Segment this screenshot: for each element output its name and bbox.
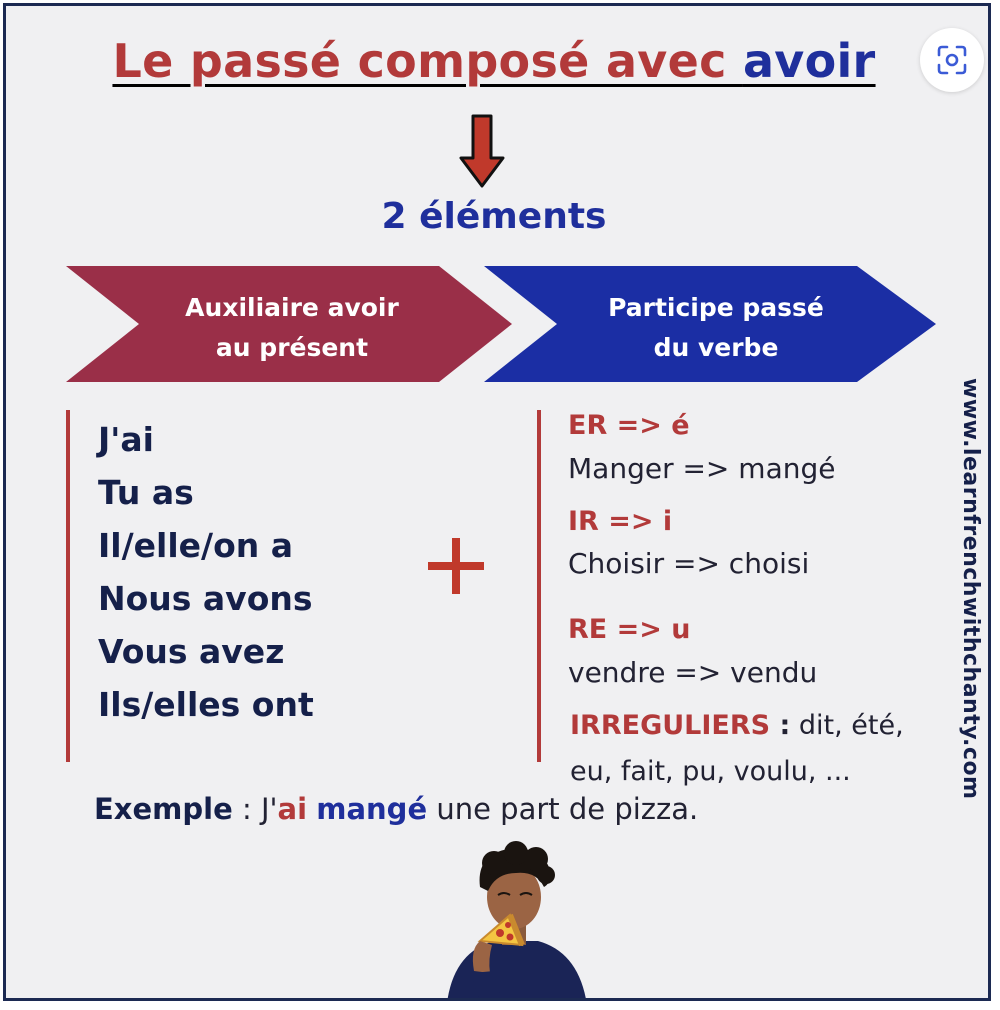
- down-arrow-icon: [459, 114, 505, 190]
- chevron-participe-line-2: du verbe: [653, 333, 779, 362]
- auxiliary-conjugation-list: [98, 413, 314, 731]
- rule-ir-example: Choisir => choisi: [568, 547, 810, 580]
- example-rest: une part de pizza.: [427, 792, 699, 826]
- rule-re-heading: RE => u: [568, 614, 691, 645]
- pronoun-nous: Nous avons: [98, 579, 313, 618]
- subtitle: 2 éléments: [381, 196, 607, 237]
- rule-er-example: Manger => mangé: [568, 452, 836, 485]
- title-part-avoir: avoir: [742, 34, 876, 88]
- visual-search-button[interactable]: [920, 28, 984, 92]
- example-space: [307, 792, 316, 826]
- chevron-participe-line-1: Participe passé: [608, 293, 824, 322]
- chevron-auxiliaire-label: [122, 288, 462, 368]
- plus-icon: [424, 534, 488, 598]
- pronoun-tu: Tu as: [98, 473, 194, 512]
- website-url: www.learnfrenchwithchanty.com: [958, 378, 983, 800]
- right-divider-line: [537, 410, 541, 762]
- chevron-auxiliaire-line-1: Auxiliaire avoir: [185, 293, 399, 322]
- irregular-list-1: dit, été,: [790, 710, 904, 741]
- person-eating-pizza-illustration: [436, 841, 596, 1001]
- irregular-label: IRREGULIERS: [570, 710, 771, 741]
- rule-er-heading: ER => é: [568, 410, 690, 441]
- website-vertical: [949, 378, 989, 800]
- pronoun-vous: Vous avez: [98, 632, 285, 671]
- irregular-list-2: eu, fait, pu, voulu, ...: [570, 756, 851, 787]
- lens-icon: [936, 44, 968, 76]
- pronoun-ils: Ils/elles ont: [98, 685, 314, 724]
- irregular-line-2: [570, 756, 851, 787]
- rule-re-example: vendre => vendu: [568, 656, 818, 689]
- pronoun-il: Il/elle/on a: [98, 526, 294, 565]
- page-title: [6, 34, 982, 88]
- example-sentence: [94, 792, 698, 826]
- infographic-frame: [3, 3, 991, 1001]
- chevron-participe-label: [546, 288, 886, 368]
- example-participle: mangé: [316, 792, 428, 826]
- pronoun-je: J'ai: [98, 420, 154, 459]
- irregular-line-1: [570, 710, 904, 741]
- title-part-1: Le passé composé avec: [112, 34, 743, 88]
- chevron-auxiliaire-line-2: au présent: [215, 333, 369, 362]
- irregular-colon: :: [770, 710, 791, 741]
- example-label: Exemple: [94, 792, 233, 826]
- left-divider-line: [66, 410, 70, 762]
- example-separator: : J': [232, 792, 278, 826]
- rule-ir-heading: IR => i: [568, 506, 673, 537]
- example-auxiliary: ai: [277, 792, 308, 826]
